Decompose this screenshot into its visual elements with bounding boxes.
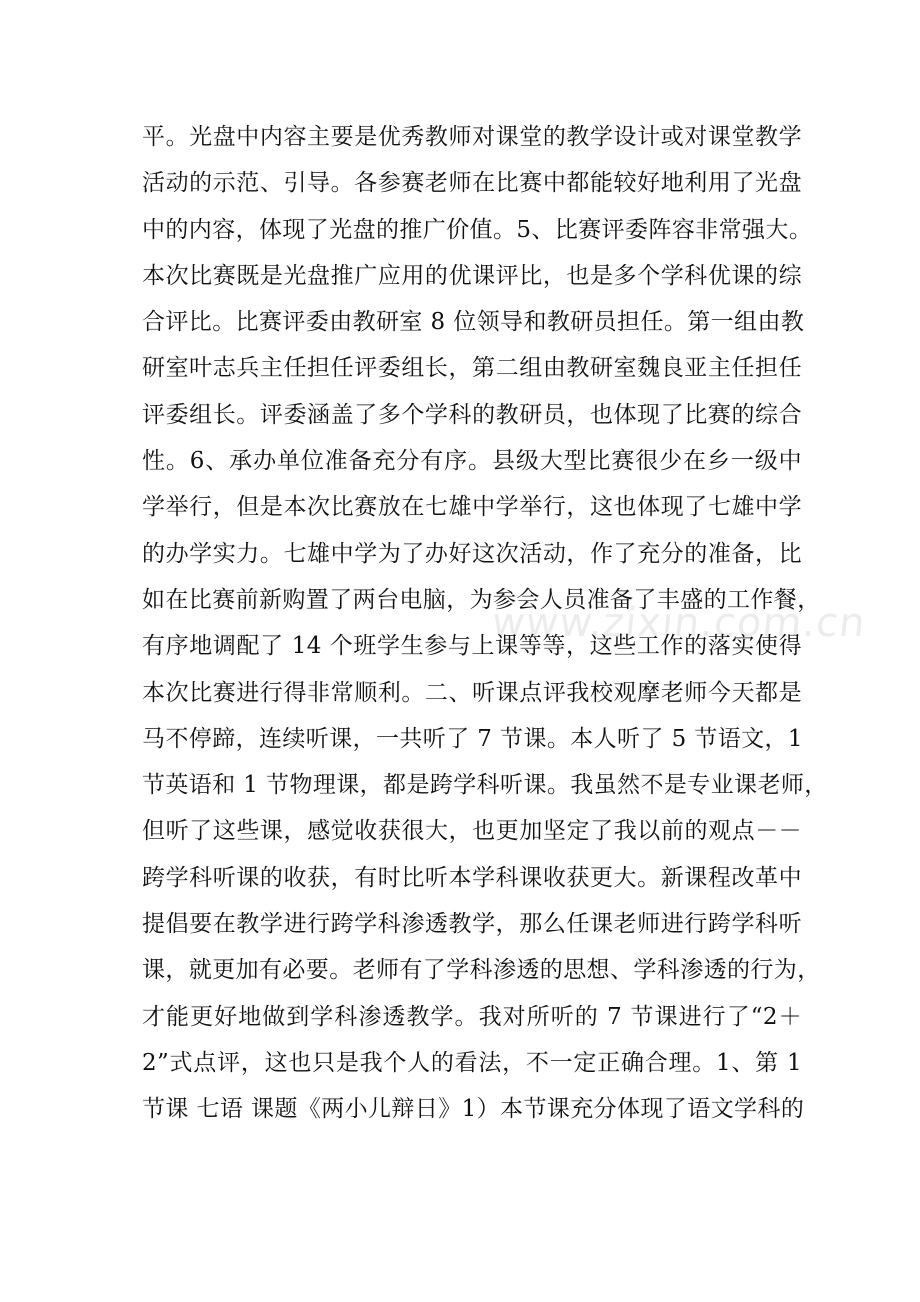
text-line: 研室叶志兵主任担任评委组长，第二组由教研室魏良亚主任担任 [142,355,802,382]
text-line: 节英语和 1 节物理课，都是跨学科听课。我虽然不是专业课老师， [142,772,828,799]
text-line: 性。6、承办单位准备充分有序。县级大型比赛很少在乡一级中 [142,448,802,475]
text-line: 本次比赛进行得非常顺利。二、听课点评我校观摩老师今天都是 [142,679,802,706]
text-line: 合评比。比赛评委由教研室 8 位领导和教研员担任。第一组由教 [142,309,805,336]
text-line: 但听了这些课，感觉收获很大，也更加坚定了我以前的观点－－ [142,818,802,845]
text-line: 2”式点评，这也只是我个人的看法，不一定正确合理。1、第 1 [142,1049,802,1076]
text-line: 跨学科听课的收获，有时比听本学科课收获更大。新课程改革中 [142,864,802,891]
text-line: 课，就更加有必要。老师有了学科渗透的思想、学科渗透的行为， [142,957,821,984]
text-line: 才能更好地做到学科渗透教学。我对所听的 7 节课进行了“2＋ [142,1003,802,1030]
text-line: 学举行，但是本次比赛放在七雄中学举行，这也体现了七雄中学 [142,494,802,521]
text-line: 马不停蹄，连续听课，一共听了 7 节课。本人听了 5 节语文，1 [142,725,803,752]
text-line: 节课 七语 课题《两小儿辩日》1）本节课充分体现了语文学科的 [142,1096,805,1123]
text-line: 中的内容，体现了光盘的推广价值。5、比赛评委阵容非常强大。 [142,216,813,243]
text-line: 平。光盘中内容主要是优秀教师对课堂的教学设计或对课堂教学 [142,124,802,150]
text-line: 活动的示范、引导。各参赛老师在比赛中都能较好地利用了光盘 [142,170,802,197]
text-line: 如在比赛前新购置了两台电脑，为参会人员准备了丰盛的工作餐， [142,586,821,613]
text-line: 评委组长。评委涵盖了多个学科的教研员，也体现了比赛的综合 [142,401,802,428]
text-line: 有序地调配了 14 个班学生参与上课等等，这些工作的落实使得 [142,633,802,660]
text-line: 的办学实力。七雄中学为了办好这次活动，作了充分的准备，比 [142,540,802,567]
text-line: 提倡要在教学进行跨学科渗透教学，那么任课老师进行跨学科听 [142,911,802,938]
text-line: 本次比赛既是光盘推广应用的优课评比，也是多个学科优课的综 [142,262,802,289]
watermark: www.zixin.com.cn [489,600,869,646]
